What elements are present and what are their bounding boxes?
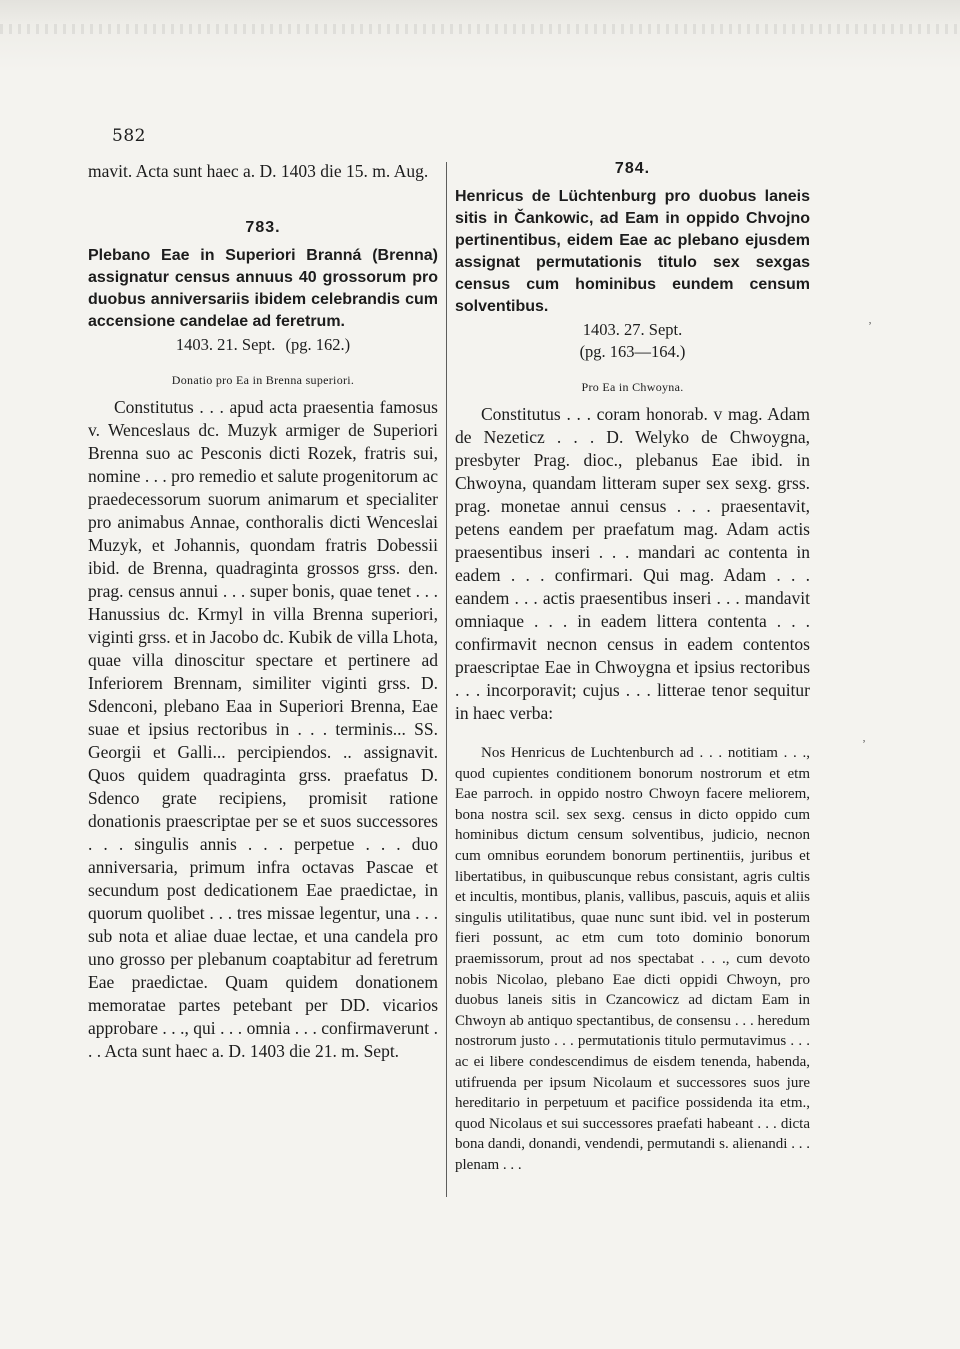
margin-tick-mark: ‚ [868,312,872,326]
left-intro-text: mavit. Acta sunt haec a. D. 1403 die 15. m. Aug. [88,161,429,181]
regest-784: Henricus de Lüchtenburg pro duobus laneis sitis in Čankowic, ad Eam in oppido Chvojno pertinentibus, eidem Eae ac plebano ejusdem assignat permutationis titulo sex sexgas census cum hominibus eundem censum solventibus. [455,188,810,315]
scan-edge [0,0,960,70]
regest-date-783-day: 1403. 21. Sept. [175,335,276,354]
section-heading-783: Donatio pro Ea in Brenna superiori. [171,373,355,387]
regest-date-784-page: (pg. 163—164.) [579,342,686,361]
document-number-784: 784. [614,160,651,177]
right-column [455,160,810,1175]
page-number: 582 [112,126,146,146]
column-divider [446,162,447,1197]
quoted-charter-784: Nos Henricus de Luchtenburch ad . . . notitiam . . ., quod cupientes conditionem bonorum nostrorum et etm Eae parroch. in oppido nostro Chwoyn facere meliorem, bona nostra scil. sex sexg. census in dicto oppido cum hominibus dictum censum solventibus, judicio, necnon cum omnibus eorundem bonorum pertinentiis, juribus et libertatibus, in quibuscunque rebus consistant, agris cultis et incultis, montibus, planis, vallibus, pascuis, aquis et aliis singulis utilitatibus, quae nunc sunt ibid. vel in posterum fieri possunt, ac etm cum toto dominio bonorum praemissorum, prout ad nos spectabat . . ., cum devoto nobis Nicolao, plebano Eae dicti oppidi Chwoyn, pro duobus laneis sitis in Czancowicz ad dictam Eam in Chwoyn ab antiquo spectantibus, de consensu . . . heredum nostrorum justo . . . permutationis titulo permutavimus . . . ac ei libere condescendimus de eisdem tenenda, habenda, utifruenda per ipsum Nicolaum et successores suos jure hereditario in perpetuum et pacifice possidenda ita etm., quod Nicolaus et sui successores praefati habeant . . . dicta bona dandi, donandi, vendendi, permutandi s. alienandi . . . plenam . . . [455,745,810,1173]
regest-date-784 [455,320,810,340]
margin-tick-mark: ‚ [862,730,866,744]
section-heading-784: Pro Ea in Chwoyna. [581,380,684,394]
document-number-783: 783. [245,219,281,236]
regest-783: Plebano Eae in Superiori Branná (Brenna) assignatur census annuus 40 grossorum pro duobus anniversariis ibidem celebrandis cum accensione candelae ad feretrum. [88,247,438,330]
body-text-783: Constitutus . . . apud acta praesentia famosus v. Wenceslaus dc. Muzyk armiger de Superiori Brenna suo ac Pesconis dicti Rozek, fratris sui, nomine . . . pro remedio et salute progenitorum ac praedecessorum suorum animarum et specialiter pro animabus Annae, conthoralis dicti Wenceslai Muzyk, et Johannis, quondam fratris Dobessii ibid. de Brenna, quadraginta grossos grss. den. prag. census annui . . . super bonis, quae tenet . . . Hanussius dc. Krmyl in villa Brenna superiori, viginti grss. et in Jacobo dc. Kubik de villa Lhota, quae villa dinoscitur spectare et pertinere ad Inferiorem Brennam, similiter viginti grss. D. Sdenconi, plebano Eaa in Superiori Brenna, Eae suae et ipsius rectoribus in . . . terminis... SS. Georgii et Galli... percipiendos. .. assignavit. Quos quidem quadraginta grss. praefatus D. Sdenco grate recipiens, promisit ratione donationis praescriptae per se et suos successores . . . singulis annis . . . perpetue . . . duo anniversaria, primum infra octavas Pascae et secundum post dedicationem Eae praedictae, in quorum quolibet . . . tres missae legentur, una . . . sub nota et aliae duae lectae, et una candela pro uno grosso per plebanum coaptabitur ad feretrum Eae praedictae. Quam quidem donationem memoratae partes petebant per DD. vicarios approbare . . ., qui . . . omnia . . . confirmaverunt . . . Acta sunt haec a. D. 1403 die 21. m. Sept. [88,397,438,1061]
regest-date-783 [88,335,438,355]
regest-date-783-page: (pg. 162.) [285,335,351,354]
regest-page-784 [455,342,810,362]
left-column [88,160,438,1063]
regest-date-784-day: 1403. 27. Sept. [582,320,683,339]
body-text-784: Constitutus . . . coram honorab. v mag. Adam de Nezeticz . . . D. Welyko de Chwoygna, presbyter Prag. dioc., plebanus Eae ibid. in Chwoyna, quandam litteram super sex sexg. grss. prag. monetae annui census . . . praesentavit, petens eandem per praefatum mag. Adam actis praesentibus inseri . . . mandari ac contenta in eadem . . . confirmari. Qui mag. Adam . . . eandem . . . actis praesentibus inseri . . . mandavit omniaque . . . in eadem littera contenta . . . confirmavit necnon census in eadem contentos praescriptae Eae in Chwoygna et ipsius rectoribus . . . incorporavit; cujus . . . litterae tenor sequitur in haec verba: [455,404,810,723]
